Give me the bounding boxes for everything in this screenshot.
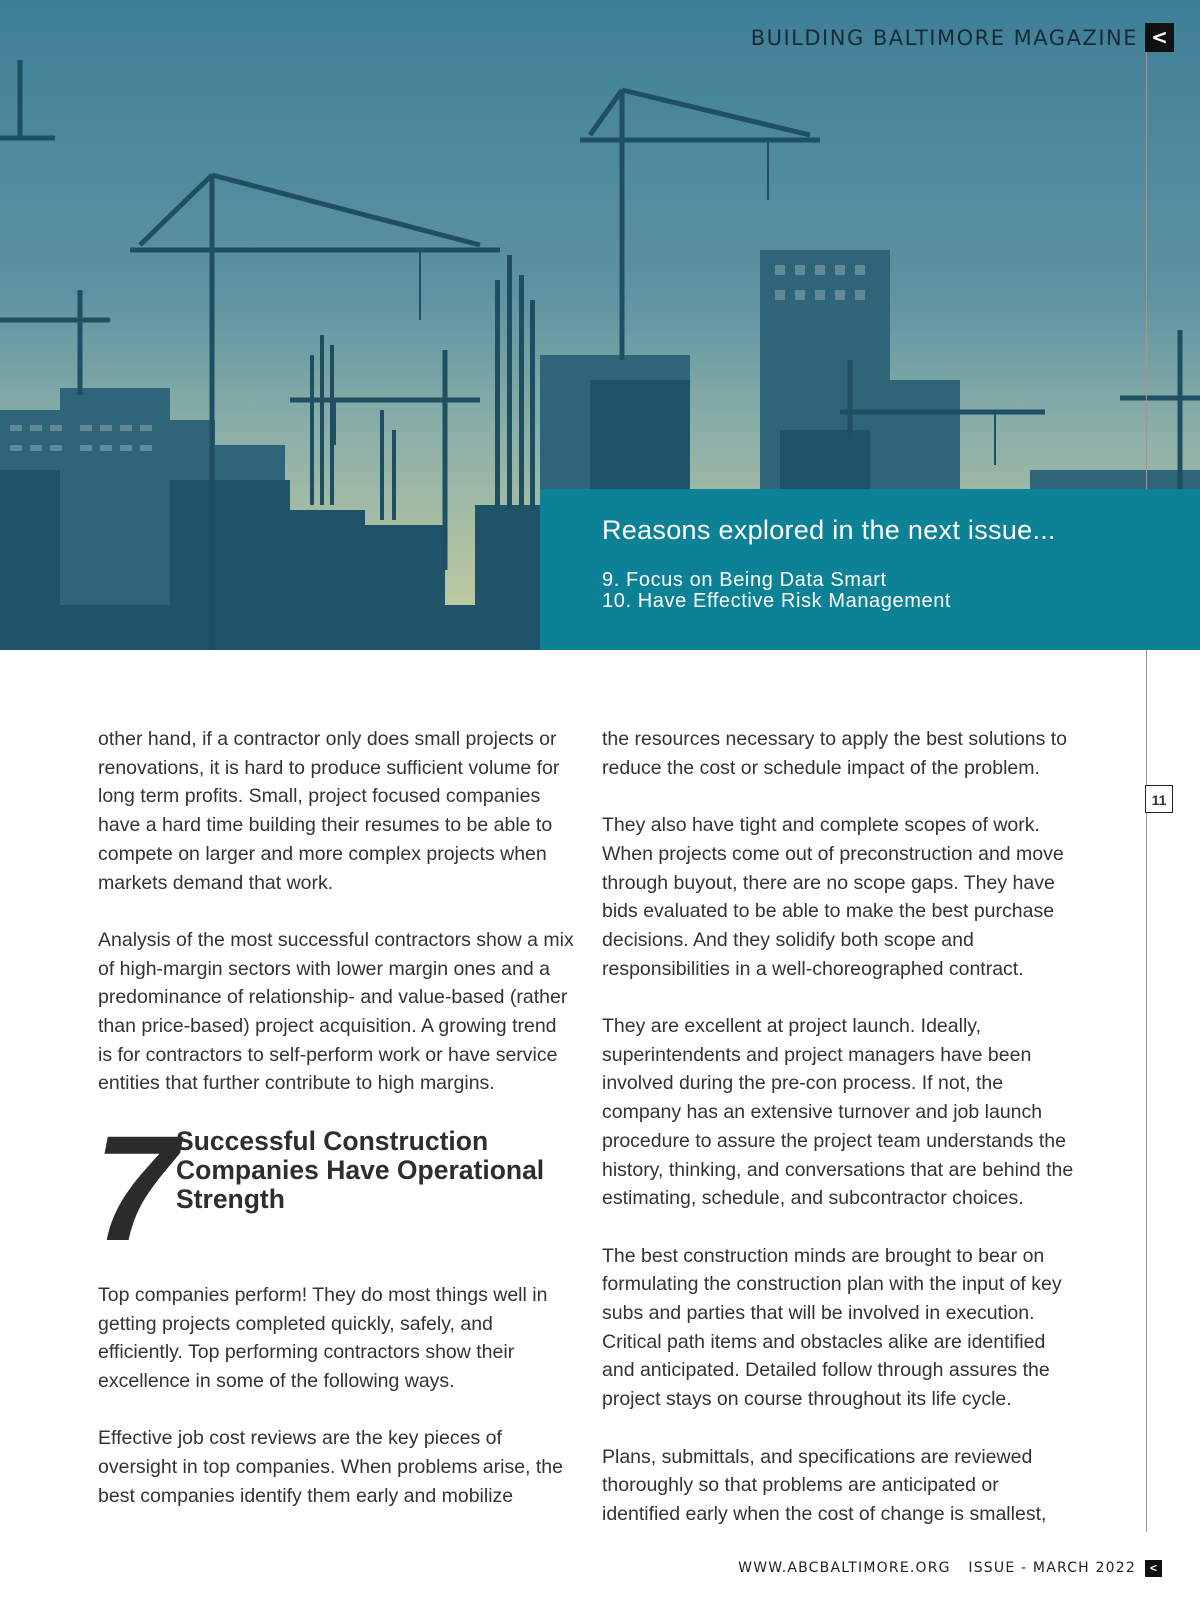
body-paragraph: Top companies perform! They do most things well in getting projects completed quickly, safely, and efficiently. Top performing contractors show their excellence in some of the following ways. xyxy=(98,1283,548,1392)
body-paragraph: other hand, if a contractor only does small projects or renovations, it is hard to produce sufficient volume for long term profits. Small, project focused companies have a hard time building their resumes to be able to compete on larger and more complex projects when markets demand that work. xyxy=(98,728,560,894)
footer-issue: ISSUE - MARCH 2022 xyxy=(968,1560,1136,1576)
callout-title: Reasons explored in the next issue... xyxy=(602,515,1056,545)
next-issue-callout xyxy=(540,489,1200,650)
left-column xyxy=(94,725,576,1539)
body-paragraph: the resources necessary to apply the best solutions to reduce the cost or schedule impact of the problem. xyxy=(602,728,1068,779)
callout-item: 9. Focus on Being Data Smart xyxy=(602,569,887,591)
footer xyxy=(726,1560,1136,1576)
body-paragraph: Plans, submittals, and specifications are reviewed thoroughly so that problems are anticipated or identified early when the cost of change is smallest, xyxy=(602,1445,1047,1525)
section-number: 7 xyxy=(94,1103,172,1272)
body-paragraph: They are excellent at project launch. Ideally, superintendents and project managers have been involved during the pre-con process. If not, the company has an extensive turnover and job launch procedure to assure the project team understands the history, thinking, and conversations that are behind the estimating, schedule, and subcontractor choices. xyxy=(602,1015,1074,1210)
right-column xyxy=(602,725,1080,1557)
back-arrow-icon[interactable]: < xyxy=(1145,23,1174,52)
section-title xyxy=(176,1127,544,1214)
footer-website-link[interactable]: WWW.ABCBALTIMORE.ORG xyxy=(738,1560,951,1576)
section-title-line: Successful Construction xyxy=(176,1125,489,1156)
section-title-line: Strength xyxy=(176,1183,285,1214)
magazine-title: BUILDING BALTIMORE MAGAZINE xyxy=(750,26,1138,50)
page-number: 11 xyxy=(1145,785,1173,813)
callout-item: 10. Have Effective Risk Management xyxy=(602,590,952,612)
footer-back-arrow-icon[interactable]: < xyxy=(1145,1560,1162,1577)
section-title-line: Companies Have Operational xyxy=(176,1154,545,1185)
body-paragraph: Analysis of the most successful contractors show a mix of high-margin sectors with lower margin ones and a predominance of relationship- and value-based (rather than price-based) project acquisition. A growing trend is for contractors to self-perform work or have service entities that further contribute to high margins. xyxy=(98,928,574,1095)
body-paragraph: The best construction minds are brought to bear on formulating the construction plan with the input of key subs and parties that will be involved in execution. Critical path items and obstacles alike are identified and anticipated. Detailed follow through assures the project stays on course throughout its life cycle. xyxy=(602,1244,1062,1411)
body-paragraph: Effective job cost reviews are the key pieces of oversight in top companies. When problems arise, the best companies identify them early and mobilize xyxy=(98,1427,563,1507)
section-heading xyxy=(94,1103,576,1272)
body-paragraph: They also have tight and complete scopes of work. When projects come out of preconstruction and move through buyout, there are no scope gaps. They have bids evaluated to be able to make the best purchase decisions. And they solidify both scope and responsibilities in a well-choreographed contract. xyxy=(602,814,1064,980)
